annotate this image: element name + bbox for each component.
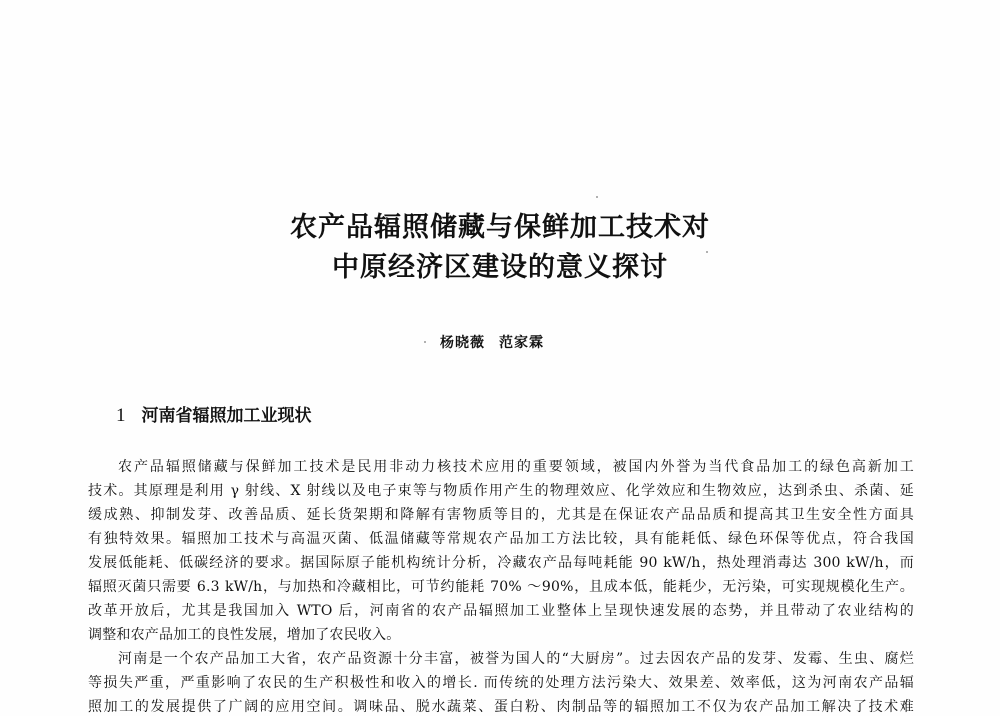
title-line: 农产品辐照储藏与保鲜加工技术对 bbox=[290, 212, 710, 243]
text-line: 改革开放后，尤其是我国加入 WTO 后，河南省的农产品辐照加工业整体上呈现快速发展的态势，并且带动了农业结构的 bbox=[88, 603, 914, 619]
author-name: 范家霖 bbox=[499, 335, 544, 351]
text-line: 等损失严重，严重影响了农民的生产积极性和收入的增长. 而传统的处理方法污染大、效果差、效率低，这为河南农产品辐 bbox=[88, 675, 914, 691]
text-line: 照加工的发展提供了广阔的应用空间。调味品、脱水蔬菜、蛋白粉、肉制品等的辐照加工不仅为农产品加工解决了技术难 bbox=[88, 699, 914, 715]
text-line: 调整和农产品加工的良性发展，增加了农民收入。 bbox=[88, 627, 401, 643]
section-title: 河南省辐照加工业现状 bbox=[141, 406, 312, 426]
paper-title bbox=[0, 208, 1000, 288]
scan-speck bbox=[424, 341, 426, 343]
scan-speck bbox=[596, 196, 598, 198]
text-line: 辐照灭菌只需要 6.3 kW/h，与加热和冷藏相比，可节约能耗 70% ～90%，且成本低，能耗少，无污染，可实现规模化生产。 bbox=[88, 579, 914, 595]
author-list bbox=[440, 333, 544, 353]
text-line: 河南是一个农产品加工大省，农产品资源十分丰富，被誉为国人的“大厨房”。过去因农产品的发芽、发霉、生虫、腐烂 bbox=[118, 651, 914, 667]
text-line: 农产品辐照储藏与保鲜加工技术是民用非动力核技术应用的重要领域，被国内外誉为当代食品加工的绿色高新加工 bbox=[118, 459, 914, 475]
title-line: 中原经济区建设的意义探讨 bbox=[332, 252, 668, 283]
author-name: 杨晓薇 bbox=[440, 335, 485, 351]
section-number: 1 bbox=[116, 405, 126, 426]
text-line: 有独特效果。辐照加工技术与高温灭菌、低温储藏等常规农产品加工方法比较，具有能耗低、绿色环保等优点，符合我国 bbox=[88, 531, 914, 547]
text-line: 发展低能耗、低碳经济的要求。据国际原子能机构统计分析，冷藏农产品每吨耗能 90 kW/h，热处理消毒达 300 kW/h，而 bbox=[88, 555, 914, 571]
text-line: 技术。其原理是利用 γ 射线、X 射线以及电子束等与物质作用产生的物理效应、化学效应和生物效应，达到杀虫、杀菌、延 bbox=[88, 483, 914, 499]
section-heading bbox=[116, 404, 312, 428]
body-text bbox=[88, 455, 914, 716]
text-line: 缓成熟、抑制发芽、改善品质、延长货架期和降解有害物质等目的，尤其是在保证农产品品质和提高其卫生安全性方面具 bbox=[88, 507, 914, 523]
